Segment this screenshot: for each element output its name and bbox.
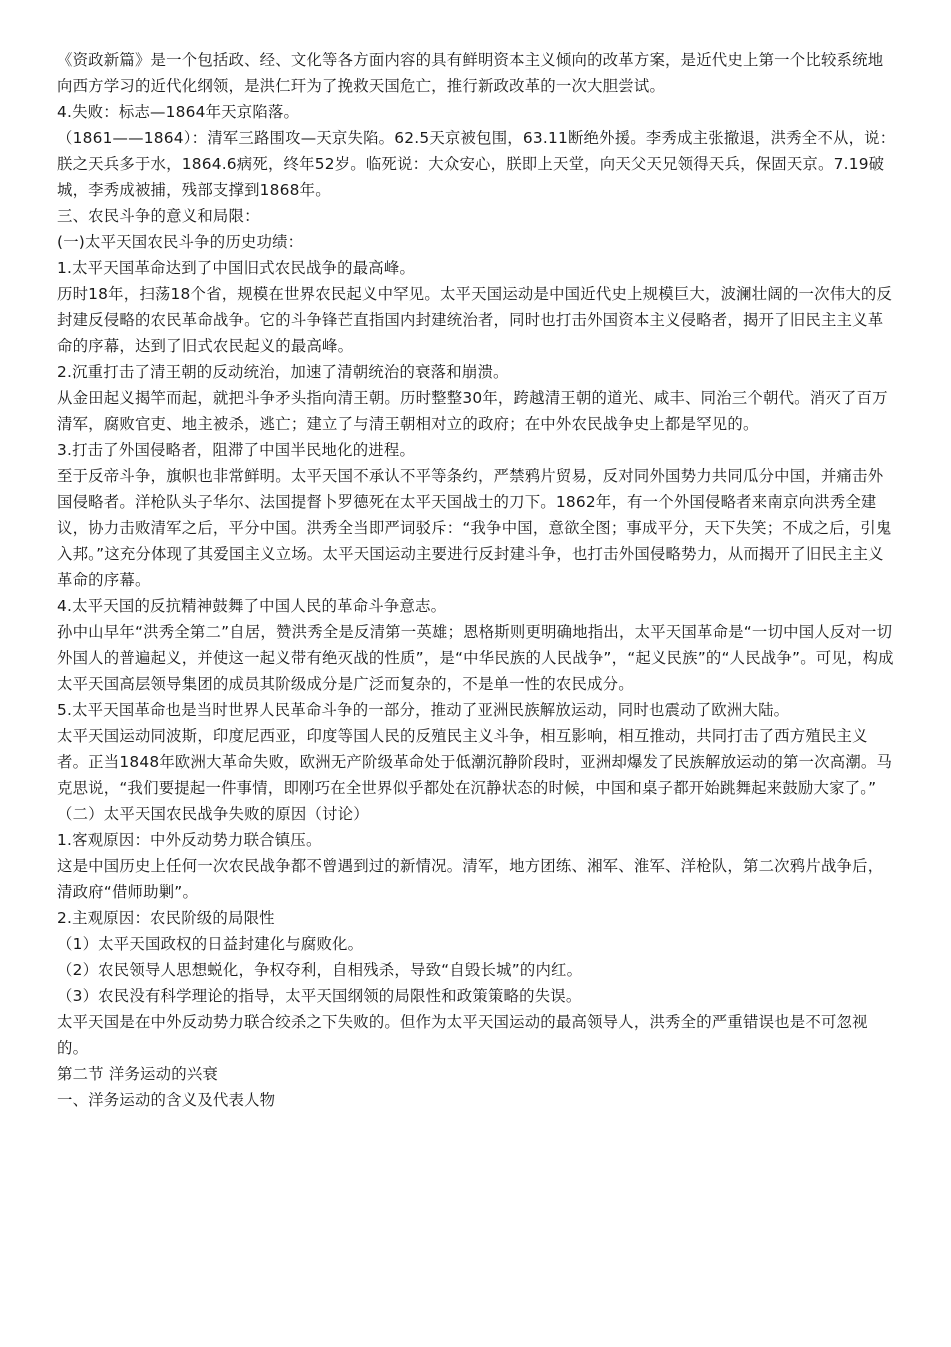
point-body-3: 至于反帝斗争，旗帜也非常鲜明。太平天国不承认不平等条约，严禁鸦片贸易，反对同外国势力共同瓜分中国，并痛击外国侵略者。洋枪队头子华尔、法国提督卜罗德死在太平天国战士的刀下。1862年，有一个外国侵略者来南京向洪秀全建议，协力击败清军之后，平分中国。洪秀全当即严词驳斥：“我争中国，意欲全图；事成平分，天下失笑；不成之后，引鬼入邦。”这充分体现了其爱国主义立场。太平天国运动主要进行反封建斗争，也打击外国侵略势力，从而揭开了旧民主主义革命的序幕。 <box>57 467 892 589</box>
point-heading-2: 2.沉重打击了清王朝的反动统治，加速了清朝统治的衰落和崩溃。 <box>57 363 509 381</box>
point-heading-1: 1.太平天国革命达到了中国旧式农民战争的最高峰。 <box>57 259 416 277</box>
subsection-heading-failure-causes: （二）太平天国农民战争失败的原因（讨论） <box>57 805 369 823</box>
point-body-2: 从金田起义揭竿而起，就把斗争矛头指向清王朝。历时整整30年，跨越清王朝的道光、咸丰、同治三个朝代。消灭了百万清军，腐败官吏、地主被杀，逃亡；建立了与清王朝相对立的政府；在中外农民战争史上都是罕见的。 <box>57 389 888 433</box>
subjective-item-1: （1）太平天国政权的日益封建化与腐败化。 <box>57 935 364 953</box>
point-body-5: 太平天国运动同波斯，印度尼西亚，印度等国人民的反殖民主义斗争，相互影响，相互推动，共同打击了西方殖民主义者。正当1848年欧洲大革命失败，欧洲无产阶级革命处于低潮沉静阶段时，亚洲却爆发了民族解放运动的第一次高潮。马克思说，“我们要提起一件事情，即刚巧在全世界似乎都处在沉静状态的时候，中国和桌子都开始跳舞起来鼓励大家了。” <box>57 727 893 797</box>
document-body <box>57 47 897 1113</box>
cause-body-objective: 这是中国历史上任何一次农民战争都不曾遇到过的新情况。清军，地方团练、湘军、淮军、洋枪队，第二次鸦片战争后，清政府“借师助剿”。 <box>57 857 884 901</box>
cause-heading-subjective: 2.主观原因：农民阶级的局限性 <box>57 909 275 927</box>
section-heading-significance: 三、农民斗争的意义和局限： <box>57 207 260 225</box>
subjective-item-3: （3）农民没有科学理论的指导，太平天国纲领的局限性和政策策略的失误。 <box>57 987 582 1005</box>
point-heading-4: 4.太平天国的反抗精神鼓舞了中国人民的革命斗争意志。 <box>57 597 447 615</box>
point-body-4: 孙中山早年“洪秀全第二”自居，赞洪秀全是反清第一英雄；恩格斯则更明确地指出，太平天国革命是“一切中国人反对一切外国人的普遍起义，并使这一起义带有绝灭战的性质”，是“中华民族的人民战争”，“起义民族”的“人民战争”。可见，构成太平天国高层领导集团的成员其阶级成分是广泛而复杂的，不是单一性的农民成分。 <box>57 623 894 693</box>
paragraph-zizheng-xinpian: 《资政新篇》是一个包括政、经、文化等各方面内容的具有鲜明资本主义倾向的改革方案，是近代史上第一个比较系统地向西方学习的近代化纲领，是洪仁玕为了挽救天国危亡，推行新政改革的一次大胆尝试。 <box>57 51 884 95</box>
chapter-section-heading: 第二节 洋务运动的兴衰 <box>57 1065 218 1083</box>
point-body-1: 历时18年，扫荡18个省，规模在世界农民起义中罕见。太平天国运动是中国近代史上规模巨大，波澜壮阔的一次伟大的反封建反侵略的农民革命战争。它的斗争锋芒直指国内封建统治者，同时也打击外国资本主义侵略者，揭开了旧民主主义革命的序幕，达到了旧式农民起义的最高峰。 <box>57 285 893 355</box>
heading-failure: 4.失败：标志—1864年天京陷落。 <box>57 103 300 121</box>
point-heading-5: 5.太平天国革命也是当时世界人民革命斗争的一部分，推动了亚洲民族解放运动，同时也震动了欧洲大陆。 <box>57 701 790 719</box>
subsection-heading-achievements: (一)太平天国农民斗争的历史功绩： <box>57 233 304 251</box>
point-heading-3: 3.打击了外国侵略者，阻滞了中国半民地化的进程。 <box>57 441 416 459</box>
conclusion-paragraph: 太平天国是在中外反动势力联合绞杀之下失败的。但作为太平天国运动的最高领导人，洪秀全的严重错误也是不可忽视的。 <box>57 1013 868 1057</box>
subjective-item-2: （2）农民领导人思想蜕化，争权夺利，自相残杀，导致“自毁长城”的内红。 <box>57 961 583 979</box>
paragraph-siege-of-tianjing: （1861——1864）：清军三路围攻—天京失陷。62.5天京被包围，63.11断绝外援。李秀成主张撤退，洪秀全不从，说：朕之天兵多于水，1864.6病死，终年52岁。临死说：大众安心，朕即上天堂，向天父天兄领得天兵，保固天京。7.19破城，李秀成被捕，残部支撑到1868年。 <box>57 129 896 199</box>
section-heading-yangwu: 一、洋务运动的含义及代表人物 <box>57 1091 276 1109</box>
cause-heading-objective: 1.客观原因：中外反动势力联合镇压。 <box>57 831 322 849</box>
